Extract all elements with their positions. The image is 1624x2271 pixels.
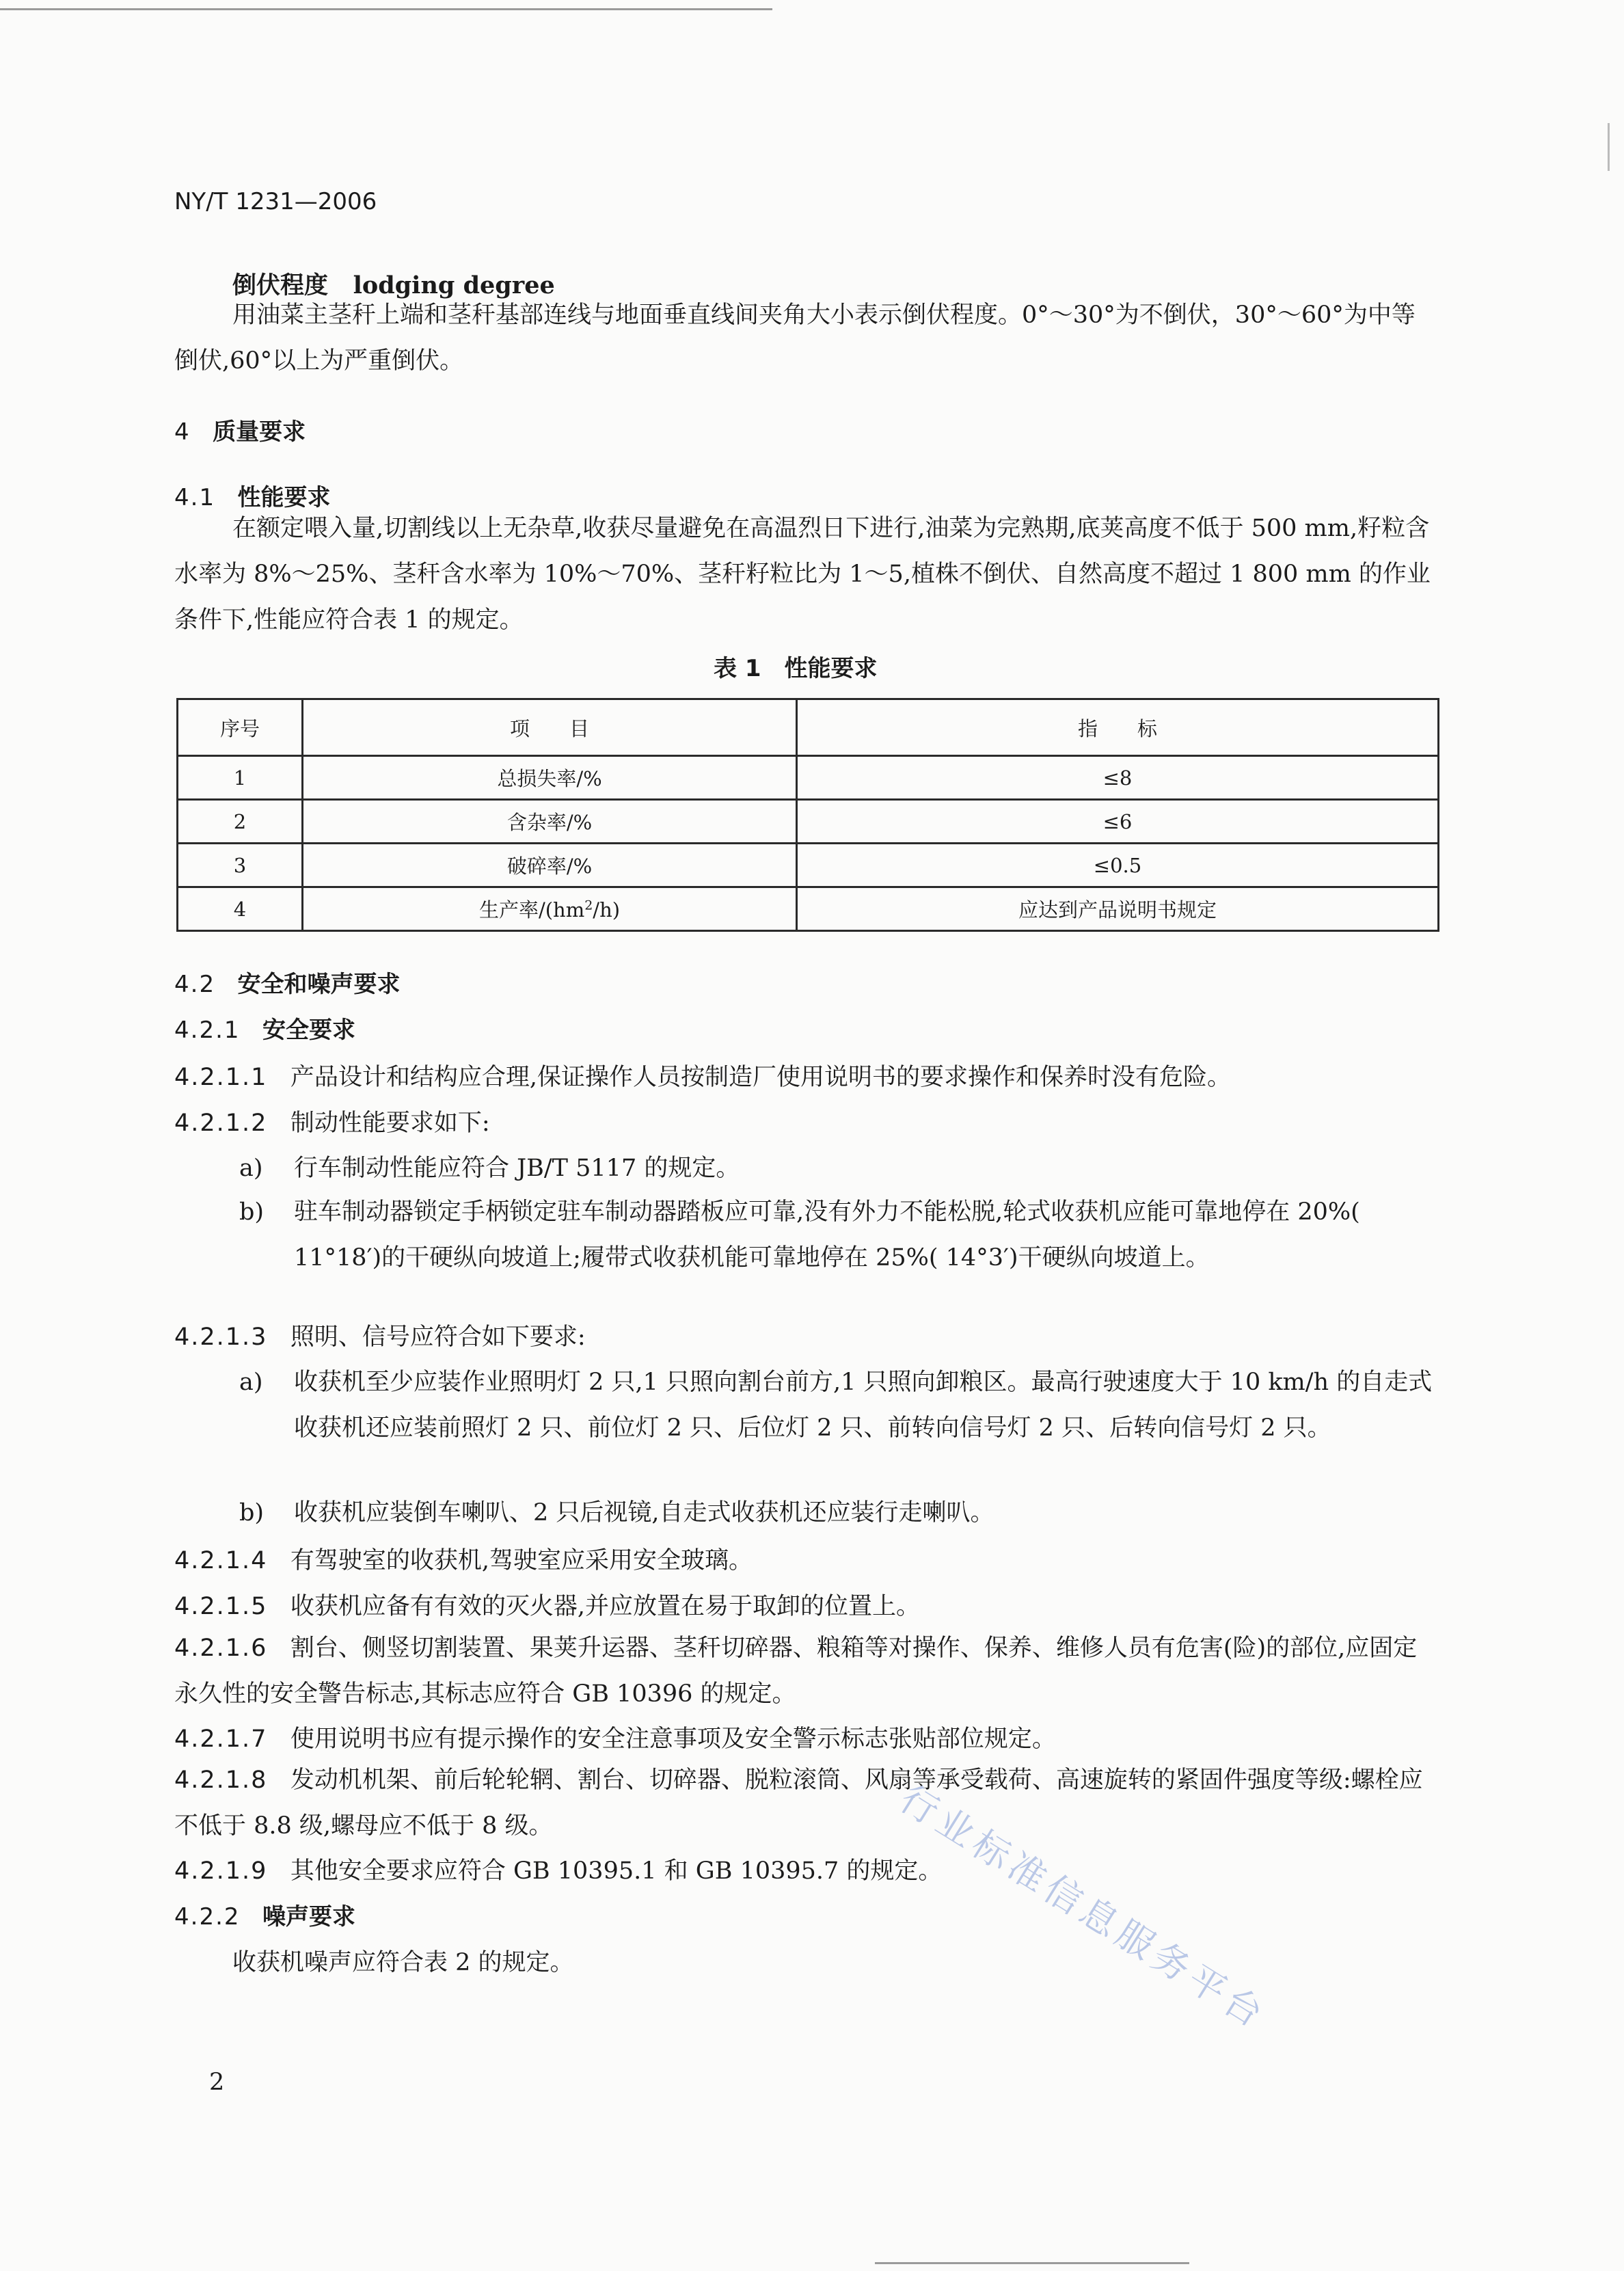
table-row <box>178 800 1439 844</box>
clause-number: 4.2.1.5 <box>174 1593 268 1620</box>
table-cell-item: 含杂率/% <box>303 800 797 844</box>
clause-text: 其他安全要求应符合 GB 10395.1 和 GB 10395.7 的规定。 <box>290 1857 943 1885</box>
table-cell-item: 破碎率/% <box>303 844 797 887</box>
clause-4-2-1-2-a <box>239 1146 1439 1192</box>
section-4-title: 质量要求 <box>213 418 306 446</box>
section-4-1-title: 性能要求 <box>237 484 331 511</box>
performance-table <box>176 698 1439 932</box>
list-text: 驻车制动器锁定手柄锁定驻车制动器踏板应可靠,没有外力不能松脱,轮式收获机应能可靠地停在 20%( 11°18′)的干硬纵向坡道上;履带式收获机能可靠地停在 25%( 14°3′)干硬纵向坡道上。 <box>294 1198 1360 1272</box>
list-label: a) <box>239 1369 263 1396</box>
section-4-2-2-body: 收获机噪声应符合表 2 的规定。 <box>232 1949 574 1976</box>
table-row <box>178 887 1439 931</box>
table-cell-no: 1 <box>178 756 303 800</box>
table-cell-item-sup: 2 <box>584 898 593 913</box>
clause-text: 有驾驶室的收获机,驾驶室应采用安全玻璃。 <box>290 1547 753 1574</box>
clause-number: 4.2.1.2 <box>174 1110 268 1137</box>
page-number: 2 <box>209 2069 225 2096</box>
table-cell-value: ≤6 <box>797 800 1439 844</box>
clause-number: 4.2.1.7 <box>174 1725 268 1753</box>
clause-number: 4.2.1.9 <box>174 1857 268 1885</box>
table-cell-item-text: /h) <box>593 898 621 922</box>
clause-4-2-1-3 <box>174 1323 586 1352</box>
section-4-2-1-heading <box>174 1017 355 1045</box>
section-4-2-2-heading <box>174 1903 355 1931</box>
clause-4-2-1-6 <box>174 1626 1439 1717</box>
table-cell-value: ≤8 <box>797 756 1439 800</box>
watermark: 行业标准信息服务平台 <box>892 1777 1275 2039</box>
term-title-cn: 倒伏程度 <box>232 272 329 299</box>
list-text: 收获机应装倒车喇叭、2 只后视镜,自走式收获机还应装行走喇叭。 <box>294 1499 994 1527</box>
term-title-en: lodging degree <box>353 271 555 299</box>
clause-text: 使用说明书应有提示操作的安全注意事项及安全警示标志张贴部位规定。 <box>290 1725 1056 1753</box>
clause-4-2-1-5 <box>174 1592 920 1621</box>
list-text: 收获机至少应装作业照明灯 2 只,1 只照向割台前方,1 只照向卸粮区。最高行驶速度大于 10 km/h 的自走式收获机还应装前照灯 2 只、前位灯 2 只、后位灯 2 只、前转向信号灯 2 只、后转向信号灯 2 只。 <box>294 1369 1433 1442</box>
clause-text: 产品设计和结构应合理,保证操作人员按制造厂使用说明书的要求操作和保养时没有危险。 <box>290 1064 1231 1091</box>
clause-number: 4.2.1.1 <box>174 1064 268 1091</box>
clause-number: 4.2.1.3 <box>174 1323 268 1351</box>
clause-4-2-1-1 <box>174 1063 1231 1092</box>
clause-text: 照明、信号应符合如下要求: <box>290 1323 586 1351</box>
list-label: b) <box>239 1198 265 1226</box>
section-4-2-heading <box>174 971 401 999</box>
table-header-cell: 指 标 <box>797 699 1439 756</box>
section-4-number: 4 <box>174 418 191 446</box>
clause-text: 制动性能要求如下: <box>290 1110 490 1137</box>
table-cell-value: ≤0.5 <box>797 844 1439 887</box>
section-4-1-body: 在额定喂入量,切割线以上无杂草,收获尽量避免在高温烈日下进行,油菜为完熟期,底荚高度不低于 500 mm,籽粒含水率为 8%～25%、茎秆含水率为 10%～70%、茎秆籽粒比为 1～5,植株不倒伏、自然高度不超过 1 800 mm 的作业条件下,性能应符合表 1 的规定。 <box>174 515 1431 634</box>
clause-4-2-1-2 <box>174 1109 490 1138</box>
table-header-cell: 项 目 <box>303 699 797 756</box>
clause-4-2-1-4 <box>174 1546 753 1575</box>
scan-artifact-line <box>0 8 772 10</box>
clause-4-2-1-2-b <box>239 1190 1439 1281</box>
section-4-2-title: 安全和噪声要求 <box>237 971 401 998</box>
clause-4-2-1-7 <box>174 1725 1056 1753</box>
clause-4-2-1-3-a <box>239 1360 1439 1451</box>
section-4-2-2-number: 4.2.2 <box>174 1903 241 1931</box>
list-label: a) <box>239 1155 263 1182</box>
table-header-cell: 序号 <box>178 699 303 756</box>
table-cell-item: 总损失率/% <box>303 756 797 800</box>
clause-number: 4.2.1.8 <box>174 1766 268 1794</box>
section-4-2-1-title: 安全要求 <box>262 1017 355 1044</box>
table-cell-no: 3 <box>178 844 303 887</box>
clause-text: 收获机应备有有效的灭火器,并应放置在易于取卸的位置上。 <box>290 1593 920 1620</box>
section-4-heading <box>174 418 306 446</box>
section-4-2-1-number: 4.2.1 <box>174 1017 241 1044</box>
term-definition: 用油菜主茎秆上端和茎秆基部连线与地面垂直线间夹角大小表示倒伏程度。0°～30°为不倒伏，30°～60°为中等倒伏,60°以上为严重倒伏。 <box>174 301 1416 375</box>
table-cell-item <box>303 887 797 931</box>
scan-artifact-line <box>875 2262 1189 2264</box>
section-4-1-number: 4.1 <box>174 484 216 511</box>
table-header-row <box>178 699 1439 756</box>
table-cell-item-text: 生产率/(hm <box>478 898 585 922</box>
scan-artifact-line <box>1608 123 1610 171</box>
clause-4-2-1-3-b <box>239 1490 1439 1536</box>
clause-4-2-1-8 <box>174 1758 1439 1849</box>
clause-number: 4.2.1.4 <box>174 1547 268 1574</box>
table-row <box>178 844 1439 887</box>
doc-number: NY/T 1231—2006 <box>174 188 377 215</box>
list-label: b) <box>239 1499 265 1527</box>
clause-4-2-1-9 <box>174 1857 942 1885</box>
table-cell-no: 2 <box>178 800 303 844</box>
section-4-2-number: 4.2 <box>174 971 216 998</box>
table-1-caption: 表 1 性能要求 <box>714 655 878 682</box>
section-4-2-2-title: 噪声要求 <box>262 1903 355 1931</box>
table-row <box>178 756 1439 800</box>
clause-number: 4.2.1.6 <box>174 1635 268 1662</box>
clause-text: 发动机机架、前后轮轮辋、割台、切碎器、脱粒滚筒、风扇等承受载荷、高速旋转的紧固件强度等级:螺栓应不低于 8.8 级,螺母应不低于 8 级。 <box>174 1766 1423 1840</box>
list-text: 行车制动性能应符合 JB/T 5117 的规定。 <box>294 1155 740 1182</box>
table-cell-value: 应达到产品说明书规定 <box>797 887 1439 931</box>
clause-text: 割台、侧竖切割装置、果荚升运器、茎秆切碎器、粮箱等对操作、保养、维修人员有危害(险)的部位,应固定永久性的安全警告标志,其标志应符合 GB 10396 的规定。 <box>174 1635 1418 1708</box>
table-cell-no: 4 <box>178 887 303 931</box>
